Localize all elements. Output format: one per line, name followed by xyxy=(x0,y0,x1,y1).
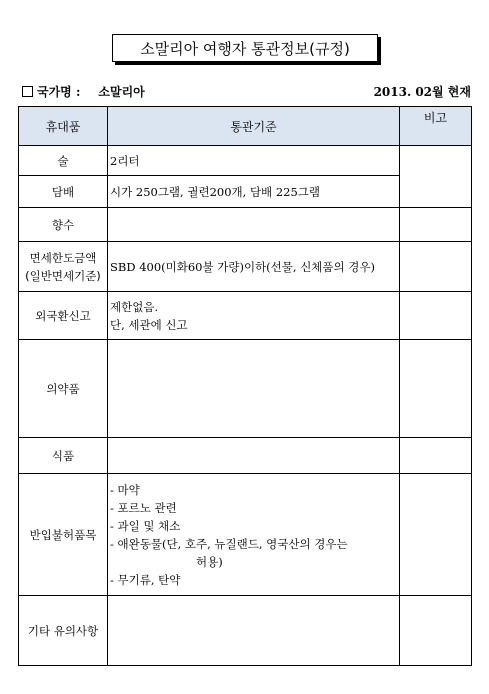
row-remark xyxy=(400,292,472,340)
row-remark xyxy=(400,596,472,666)
row-standard-perfume xyxy=(108,208,400,242)
header-standard: 통관기준 xyxy=(108,107,400,146)
row-standard-medicine xyxy=(108,340,400,438)
prohibited-line-5: 허용) xyxy=(196,554,223,569)
row-item-food: 식품 xyxy=(19,438,108,474)
row-remark xyxy=(400,208,472,242)
prohibited-line-2: - 포르노 관련 xyxy=(110,500,177,515)
header-remark: 비고 xyxy=(400,107,472,146)
row-item-dutyfree xyxy=(19,242,108,292)
row-remark xyxy=(400,474,472,596)
row-item-medicine: 의약품 xyxy=(19,340,108,438)
prohibited-line-4: - 애완동물(단, 호주, 뉴질랜드, 영국산의 경우는 xyxy=(110,536,348,551)
date-note: 2013. 02월 현재 xyxy=(373,85,471,99)
table-row xyxy=(19,292,472,340)
row-standard-food xyxy=(108,438,400,474)
row-item-prohibited: 반입불허품목 xyxy=(19,474,108,596)
table-row xyxy=(19,242,472,292)
row-standard-other xyxy=(108,596,400,666)
row-standard-dutyfree: SBD 400(미화60불 가량)이하(선물, 신체품의 경우) xyxy=(108,242,400,292)
row-standard-prohibited xyxy=(108,474,400,596)
table-header-row xyxy=(19,107,472,146)
row-item-perfume: 향수 xyxy=(19,208,108,242)
prohibited-line-1: - 마약 xyxy=(110,482,140,497)
row-remark xyxy=(400,242,472,292)
country-label: 국가명 : xyxy=(37,85,81,99)
prohibited-line-3: - 과일 및 채소 xyxy=(110,518,181,533)
row-standard-tobacco: 시가 250그램, 궐련200개, 담배 225그램 xyxy=(108,176,400,208)
currency-line-1: 제한없음. xyxy=(110,299,159,314)
header-item: 휴대품 xyxy=(19,107,108,146)
row-item-currency: 외국환신고 xyxy=(19,292,108,340)
table-row xyxy=(19,438,472,474)
row-item-alcohol: 술 xyxy=(19,146,108,176)
row-remark xyxy=(400,340,472,438)
table-row xyxy=(19,474,472,596)
table-row xyxy=(19,146,472,176)
row-standard-alcohol: 2리터 xyxy=(108,146,400,176)
document-title-text: 소말리아 여행자 통관정보(규정) xyxy=(140,39,350,58)
row-item-other: 기타 유의사항 xyxy=(19,596,108,666)
dutyfree-line-2: (일반면세기준) xyxy=(25,268,101,283)
row-item-tobacco: 담배 xyxy=(19,176,108,208)
row-standard-currency xyxy=(108,292,400,340)
country-line xyxy=(22,83,145,100)
document-title xyxy=(112,34,378,62)
remark-cell-merged xyxy=(400,146,472,208)
table-row xyxy=(19,340,472,438)
country-value: 소말리아 xyxy=(98,85,145,99)
table-row xyxy=(19,208,472,242)
dutyfree-line-1: 면세한도금액 xyxy=(29,250,97,265)
currency-line-2: 단, 세관에 신고 xyxy=(110,317,188,332)
table-row xyxy=(19,596,472,666)
prohibited-line-6: - 무기류, 탄약 xyxy=(110,572,181,587)
customs-table xyxy=(18,106,472,666)
checkbox-icon xyxy=(22,86,33,97)
row-remark xyxy=(400,438,472,474)
